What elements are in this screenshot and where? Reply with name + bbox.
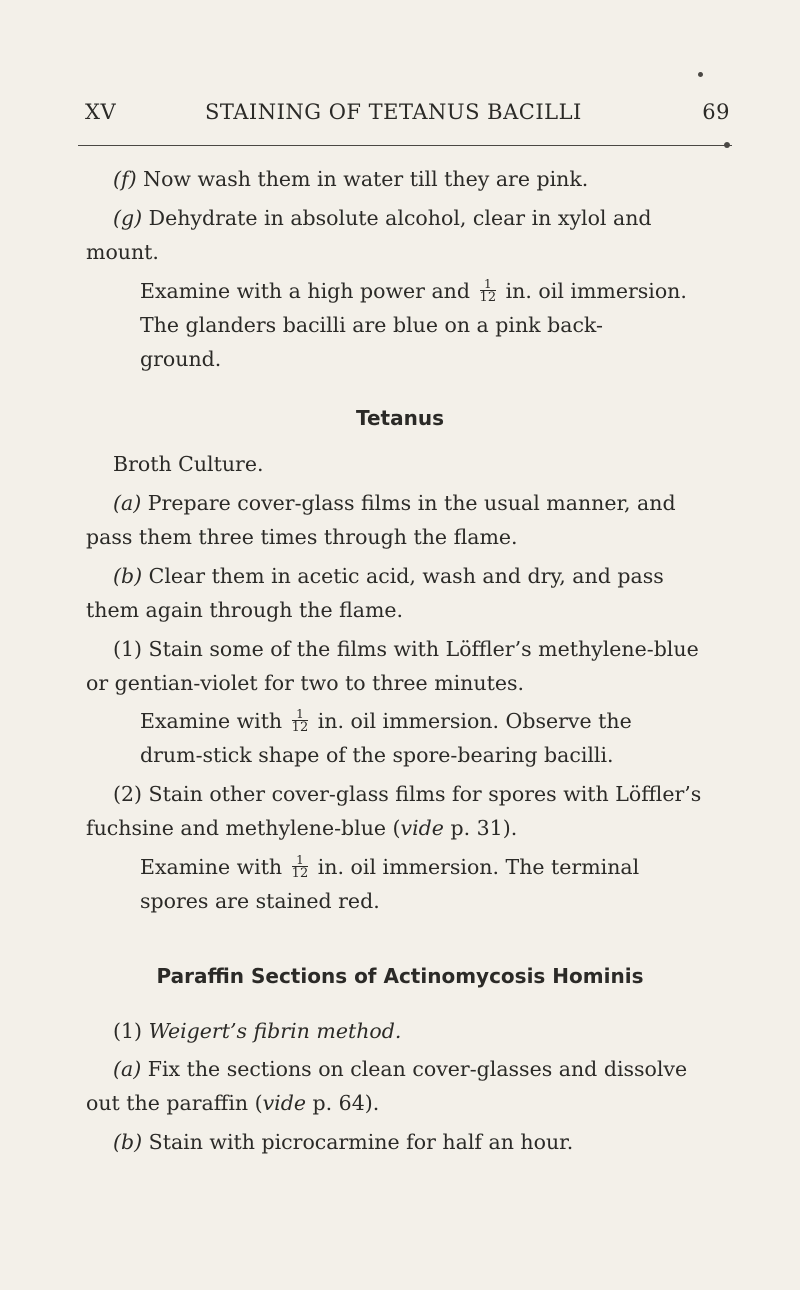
paraffin-step-a <box>113 1056 687 1082</box>
rule-end-dot <box>724 142 730 148</box>
method-label: (1) <box>113 1019 143 1043</box>
tetanus-exam-2-cont: spores are stained red. <box>140 889 380 913</box>
exam-text-end: in. oil immersion. The terminal <box>317 855 640 879</box>
step-a-text: Fix the sections on clean cover-glasses and dissolve <box>147 1057 688 1081</box>
exam-text: Examine with <box>140 709 283 733</box>
tetanus-stain-2-cont <box>86 815 517 841</box>
chapter-number: XV <box>85 100 117 124</box>
step-a-label: (a) <box>113 1057 142 1081</box>
tetanus-step-a <box>113 490 676 516</box>
subheading-broth-culture: Broth Culture. <box>113 452 264 476</box>
step-f-label: (f) <box>113 167 137 191</box>
fraction-one-twelfth: $\frac{1}{12}$ <box>479 276 497 305</box>
stain-2-text: fuchsine and methylene-blue ( <box>86 816 401 840</box>
step-g-label: (g) <box>113 206 143 230</box>
step-g <box>113 205 652 231</box>
glanders-exam-line2: The glanders bacilli are blue on a pink back- <box>140 313 603 337</box>
running-title: STAINING OF TETANUS BACILLI <box>205 100 582 124</box>
fraction-one-twelfth: $\frac{1}{12}$ <box>291 706 309 735</box>
exam-text: Examine with a high power and <box>140 279 471 303</box>
tetanus-exam-1 <box>140 708 632 736</box>
tetanus-exam-1-cont: drum-stick shape of the spore-bearing bacilli. <box>140 743 614 767</box>
section-heading-paraffin: Paraffin Sections of Actinomycosis Hominis <box>156 964 644 988</box>
step-b-label: (b) <box>113 1130 143 1154</box>
fraction-one-twelfth: $\frac{1}{12}$ <box>291 852 309 881</box>
exam-text-end: in. oil immersion. Observe the <box>317 709 632 733</box>
step-b-label: (b) <box>113 564 143 588</box>
tetanus-step-b <box>113 563 664 589</box>
step-g-text: Dehydrate in absolute alcohol, clear in xylol and <box>148 206 652 230</box>
section-heading-tetanus: Tetanus <box>356 406 444 430</box>
tetanus-step-a-cont: pass them three times through the flame. <box>86 525 518 549</box>
method-name: Weigert’s fibrin method. <box>148 1019 402 1043</box>
step-b-text: Stain with picrocarmine for half an hour. <box>148 1130 574 1154</box>
exam-text-end: in. oil immersion. <box>505 279 687 303</box>
step-a-text: Prepare cover-glass films in the usual manner, and <box>147 491 676 515</box>
tetanus-stain-1: (1) Stain some of the films with Löffler’s methylene-blue <box>113 637 699 661</box>
tetanus-stain-2: (2) Stain other cover-glass films for spores with Löffler’s <box>113 782 702 806</box>
tetanus-stain-1-cont: or gentian-violet for two to three minutes. <box>86 671 524 695</box>
step-a-cont-text: out the paraffin ( <box>86 1091 263 1115</box>
step-b-text: Clear them in acetic acid, wash and dry, and pass <box>148 564 664 588</box>
tetanus-step-b-cont: them again through the flame. <box>86 598 404 622</box>
paraffin-step-a-cont <box>86 1090 379 1116</box>
step-f <box>113 166 588 192</box>
vide-italic: vide <box>262 1091 306 1115</box>
glanders-exam-line3: ground. <box>140 347 222 371</box>
step-f-text: Now wash them in water till they are pink. <box>143 167 589 191</box>
step-a-label: (a) <box>113 491 142 515</box>
stain-2-ref: p. 31). <box>443 816 518 840</box>
glanders-exam-line1 <box>140 278 687 306</box>
exam-text: Examine with <box>140 855 283 879</box>
vide-italic: vide <box>400 816 444 840</box>
paraffin-method <box>113 1018 401 1044</box>
step-a-ref: p. 64). <box>306 1091 380 1115</box>
paraffin-step-b <box>113 1129 573 1155</box>
header-rule <box>78 145 732 146</box>
page-speck <box>698 72 703 77</box>
tetanus-exam-2 <box>140 854 639 882</box>
running-head <box>85 100 730 130</box>
step-g-cont: mount. <box>86 240 159 264</box>
page-number: 69 <box>702 100 730 124</box>
